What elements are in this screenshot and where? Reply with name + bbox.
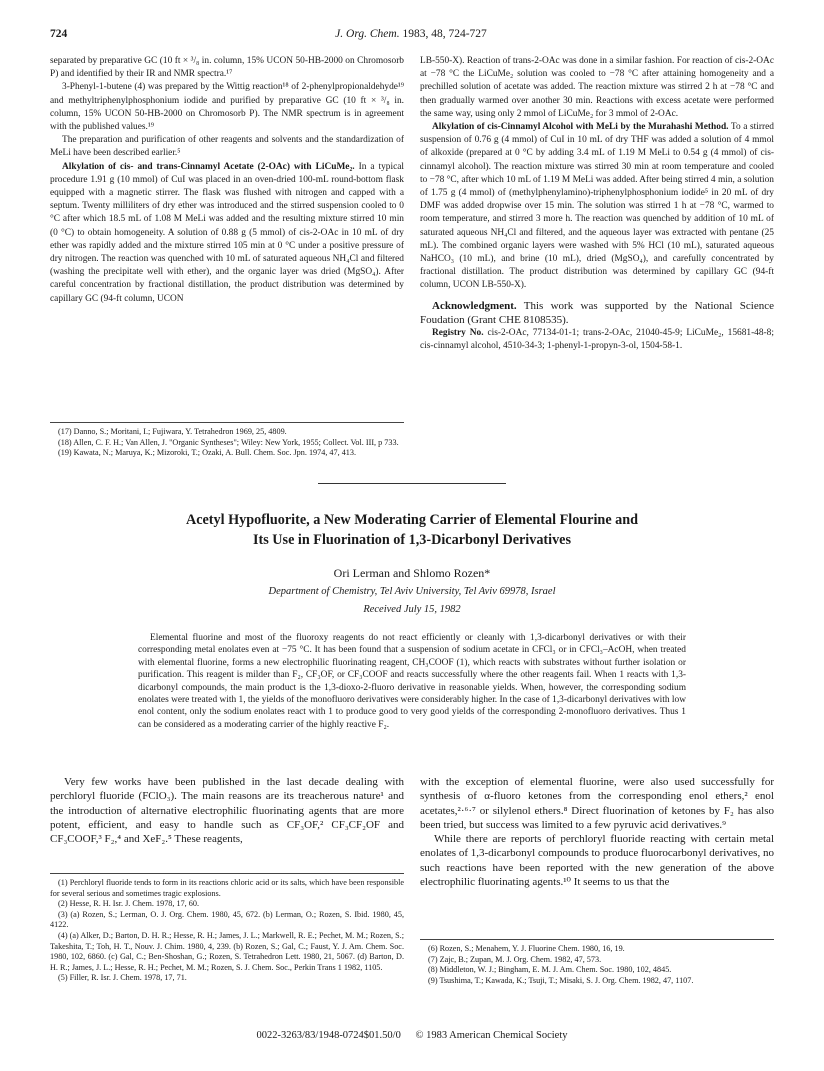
footnote: (8) Middleton, W. J.; Bingham, E. M. J. Am. Chem. Soc. 1980, 102, 4845. bbox=[428, 965, 672, 975]
journal-name: J. Org. Chem. bbox=[335, 28, 400, 40]
received-date: Received July 15, 1982 bbox=[363, 604, 461, 615]
paragraph bbox=[420, 121, 774, 293]
footnote: (6) Rozen, S.; Menahem, Y. J. Fluorine Chem. 1980, 16, 19. bbox=[428, 944, 625, 953]
footnote: (7) Zajc, B.; Zupan, M. J. Org. Chem. 1982, 47, 573. bbox=[428, 954, 602, 964]
journal-citation bbox=[50, 28, 772, 40]
footnote: (4) (a) Alker, D.; Barton, D. H. R.; Hesse, R. H.; James, J. L.; Markwell, R. E.; Pechet, M. M.; Rozen, S.; Takeshita, T.; Toh, H. T., Nouv. J. Chim. 1980, 4, 239. (b) Rozen, S.; Gal, C.; Faust, Y. J. Am. Chem. Soc. 1980, 102, 6860. (c) Gal, C.; Ben-Shoshan, G.; Rozen, S. Tetrahedron Lett. 1980, 21, 5067. (d) Barton, D. H. R.; James, J. L.; Hesse, R. H.; Pechet, M. M.; Rozen, S. J. Chem. Soc., Perkin Trans 1 1982, 1105. bbox=[50, 930, 404, 972]
running-header bbox=[50, 28, 772, 44]
footnote-rule bbox=[50, 422, 404, 423]
paragraph-body: To a stirred suspension of 0.76 g (4 mmol) of CuI in 10 mL of dry THF was added a solution of 4 mmol of alkoxide (prepared at 0 °C by adding 3.4 mL of 1.19 M MeLi to 0.54 g (4 mmol) of cis-cinnamyl alcohol). The reaction mixture was stirred 30 min at room temperature and cooled to −78 °C, after which 10 mL of 1.19 M MeLi was added. After being stirred 4 min, a solution of 1.75 g (4 mmol) of (methylphenylamino)-triphenylphosphonium iodide⁵ in 20 mL of dry DMF was added dropwise over 15 min. The solution was stirred 1 h at −78 °C, warmed to room temperature, and stirred 3 more h. The reaction was quenched by addition of 10 mL of saturated aqueous NH₄Cl and filtered, and the aqueous layer was extracted with pentane (25 mL). The combined organic layers were washed with 5% HCl (10 mL), saturated aqueous NaHCO₃ (10 mL), and brine (10 mL), dried (MgSO₄), and carefully concentrated by fractional distillation. The product distribution was determined by capillary GC (94-ft column, UCON LB-550-X). bbox=[420, 122, 774, 291]
article-body-left bbox=[50, 775, 404, 846]
paragraph: The preparation and purification of other reagents and solvents and the standardization of MeLi have been described earlier.⁵ bbox=[50, 135, 404, 159]
registry-body: cis-2-OAc, 77134-01-1; trans-2-OAc, 21040-45-9; LiCuMe₂, 15681-48-8; cis-cinnamyl alcohol, 4510-34-3; 1-phenyl-1-propyn-3-ol, 1504-58-1. bbox=[420, 328, 774, 352]
paragraph: LB-550-X). Reaction of trans-2-OAc was done in a similar fashion. For reaction of cis-2-OAc at −78 °C the LiCuMe₂ solution was cooled to −78 °C after attaining homogeneity and a prechilled solution of acetate was added. The reaction mixture was stirred 2 h at −78 °C and then gradually warmed over another 30 min. Reactions with excess acetate were performed the same way, using only 2 mmol of LiCuMe₂ for 3 mmol of 2-OAc. bbox=[420, 56, 774, 119]
upper-left-footnotes bbox=[50, 422, 404, 459]
affiliation: Department of Chemistry, Tel Aviv University, Tel Aviv 69978, Israel bbox=[268, 586, 556, 597]
footnote: (5) Filler, R. Isr. J. Chem. 1978, 17, 71. bbox=[58, 973, 187, 983]
upper-left-column bbox=[50, 55, 404, 306]
authors: Ori Lerman and Shlomo Rozen* bbox=[333, 566, 491, 580]
article-footnotes-left bbox=[50, 873, 404, 984]
upper-right-column bbox=[420, 55, 774, 354]
section-heading: Alkylation of cis- and trans-Cinnamyl Acetate (2-OAc) with LiCuMe₂. bbox=[62, 161, 355, 172]
footnote: (1) Perchloryl fluoride tends to form in its reactions chloric acid or its salts, which have been responsible for several serious and sometimes tragic explosions. bbox=[50, 878, 404, 898]
journal-volume: 1983, 48, 724-727 bbox=[402, 28, 487, 40]
title-line: Its Use in Fluorination of 1,3-Dicarbonyl Derivatives bbox=[252, 532, 572, 548]
paragraph bbox=[50, 161, 404, 306]
footnote: (17) Danno, S.; Moritani, I.; Fujiwara, Y. Tetrahedron 1969, 25, 4809. bbox=[58, 427, 287, 436]
footnote: (9) Tsushima, T.; Kawada, K.; Tsuji, T.; Misaki, S. J. Org. Chem. 1982, 47, 1107. bbox=[428, 975, 694, 985]
footnote-rule bbox=[50, 873, 404, 874]
article-footnotes-right bbox=[420, 939, 774, 986]
article-title bbox=[120, 510, 704, 550]
section-heading: Alkylation of cis-Cinnamyl Alcohol with MeLi by the Murahashi Method. bbox=[432, 122, 729, 133]
footnote: (2) Hesse, R. H. Isr. J. Chem. 1978, 17, 60. bbox=[58, 899, 199, 909]
page-footer bbox=[0, 1030, 824, 1041]
footnote: (18) Allen, C. F. H.; Van Allen, J. "Organic Syntheses"; Wiley: New York, 1955; Collect. Vol. III, p 733. bbox=[58, 437, 399, 447]
article-body-right bbox=[420, 775, 774, 889]
registry-heading: Registry No. bbox=[432, 328, 484, 339]
copyright-code: 0022-3263/83/1948-0724$01.50/0 bbox=[256, 1030, 401, 1041]
paragraph: 3-Phenyl-1-butene (4) was prepared by the Wittig reaction¹⁸ of 2-phenylpropionaldehyde¹⁹ and methyltriphenylphosphonium iodide and purified by preparative GC (10 ft × ³/₈ in. column, 15% UCON 50-HB-2000 on Chromosorb P). The NMR spectrum is in agreement with the published values.¹⁹ bbox=[50, 82, 404, 133]
paragraph-body: In a typical procedure 1.91 g (10 mmol) of CuI was placed in an oven-dried 100-mL round-bottom flask equipped with a magnetic stirrer. The flask was flushed with nitrogen and capped with a septum. Twenty milliliters of dry ether was introduced and the stirred suspension cooled to 0 °C after which 18.5 mL of 1.08 M MeLi was added and the resulting mixture stirred 10 min (0 °C) to obtain homogeneity. A solution of 0.88 g (5 mmol) of cis-2-OAc in 10 mL of dry ether was rapidly added and the mixture stirred 105 min at 0 °C under a positive pressure of dry nitrogen. The reaction was quenched with 10 mL of saturated aqueous NH₄Cl and filtered (washing the precipitate well with ether), and the organic layer was dried (MgSO₄). After careful concentration by fractional distillation, the product distribution was determined by capillary GC (94-ft column, UCON bbox=[50, 161, 404, 304]
footnote: (19) Kawata, N.; Maruya, K.; Mizoroki, T.; Ozaki, A. Bull. Chem. Soc. Jpn. 1974, 47, 413. bbox=[58, 448, 357, 458]
registry-numbers bbox=[420, 327, 774, 353]
footnote: (3) (a) Rozen, S.; Lerman, O. J. Org. Chem. 1980, 45, 672. (b) Lerman, O.; Rozen, S. Ibid. 1980, 45, 4122. bbox=[50, 909, 404, 930]
acknowledgment-heading: Acknowledgment. bbox=[432, 299, 517, 312]
acknowledgment bbox=[420, 299, 774, 328]
paragraph: separated by preparative GC (10 ft × ³/₈ in. column, 15% UCON 50-HB-2000 on Chromosorb P) and identified by their IR and NMR spectra.¹⁷ bbox=[50, 56, 404, 80]
footnote-rule bbox=[420, 939, 774, 940]
article-divider bbox=[318, 483, 506, 484]
title-line: Acetyl Hypofluorite, a New Moderating Carrier of Elemental Flourine and bbox=[185, 512, 639, 528]
abstract: Elemental fluorine and most of the fluoroxy reagents do not react efficiently or cleanly with 1,3-dicarbonyl derivatives or with their corresponding metal enolates even at −75 °C. It has been found that a suspension of sodium acetate in CFCl₃ or in CFCl₃–AcOH, when treated with elemental fluorine, forms a new electrophilic fluorinating reagent, CH₃COOF (1), which reacts with substrates without further isolation or purification. This reagent is milder than F₂, CF₃OF, or CF₃COOF and reacts successfully where the other reagents fail. When 1 reacts with 1,3-dicarbonyl compounds, the main product is the 1,3-dioxo-2-fluoro derivative in reasonable yields. When, however, the corresponding sodium enolates were treated with 1, the yields of the monofluoro derivatives were considerably higher. In the case of 1,3-dicarbonyl derivatives with low enol content, only the sodium enolates react with 1 to produce good to very good yields of the corresponding 2-monofluoro derivatives. Thus 1 can be considered as a moderating carrier of the highly reactive F₂. bbox=[138, 633, 686, 730]
paragraph: While there are reports of perchloryl fluoride reacting with certain metal enolates of 1,3-dicarbonyl compounds to produce fluorocarbonyl derivatives, no such reactions have been reported with the new generation of the above electrophilic fluorinating agents.¹⁰ It seems to us that the bbox=[420, 833, 774, 889]
page-number: 724 bbox=[50, 28, 68, 40]
acknowledgment-body: This work was supported by the National Science Foudation (Grant CHE 8108535). bbox=[420, 299, 774, 326]
paragraph: with the exception of elemental fluorine, were also used successfully for synthesis of α-fluoro ketones from the corresponding enol ethers,² enol acetates,²·⁶·⁷ or silylenol ethers.⁸ Direct fluorination of ketones by F₂ has also been tried, but success was limited to a few pyruvic acid derivatives.⁹ bbox=[420, 776, 774, 831]
paragraph: Very few works have been published in the last decade dealing with perchloryl fluoride (FClO₃). The main reasons are its treacherous nature¹ and the introduction of alternative electrophilic fluorinating agents that are more potent, efficient, and easy to handle such as CF₃OF,² CF₃CF₂OF and CF₃COOF,³ F₂,⁴ and XeF₂.⁵ These reagents, bbox=[50, 776, 404, 846]
copyright-notice: © 1983 American Chemical Society bbox=[415, 1030, 568, 1041]
